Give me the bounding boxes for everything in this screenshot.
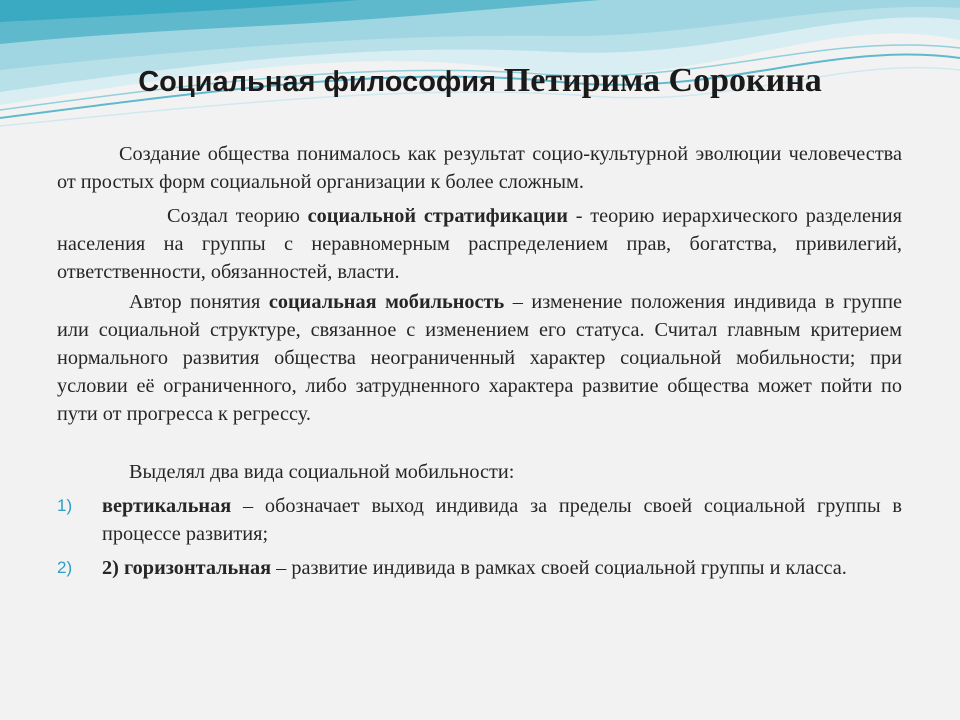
term-horizontal: 2) горизонтальная — [102, 557, 272, 579]
slide-body — [57, 140, 902, 588]
slide-title — [0, 62, 960, 100]
term-mobility: социальная мобильность — [268, 291, 505, 313]
list-number: 2) — [57, 558, 73, 577]
title-part-2: Петирима Сорокина — [503, 62, 822, 99]
term-stratification: социальной стратификации — [307, 205, 568, 227]
paragraph-mobility-types: Выделял два вида социальной мобильности: — [129, 461, 515, 483]
paragraph-stratification — [57, 202, 902, 286]
list-item-horizontal — [57, 554, 902, 582]
paragraph-text: Автор понятия — [129, 291, 269, 313]
list-item-vertical — [57, 492, 902, 548]
paragraph-mobility — [57, 288, 902, 428]
title-part-1: Социальная философия — [138, 66, 497, 98]
paragraph-society-evolution: Создание общества понималось как результат социо-культурной эволюции человечества от простых форм социальной организации к более сложным. — [57, 143, 902, 193]
paragraph-text: – изменение положения индивида в группе или социальной структуре, связанное с изменением его статуса. Считал главным критерием нормального развития общества неограниченный характер социальной мобильности; при условии её ограниченного, либо затрудненного характера развитие общества может пойти по пути от прогресса к регрессу. — [57, 291, 902, 425]
mobility-types-list — [57, 492, 902, 582]
list-item-text: – развитие индивида в рамках своей социальной группы и класса. — [271, 557, 847, 579]
paragraph-text: Создал теорию — [167, 205, 308, 227]
list-item-text: – обозначает выход индивида за пределы своей социальной группы в процессе развития; — [102, 495, 902, 545]
term-vertical: вертикальная — [102, 495, 232, 517]
paragraph-text: - теорию иерархического разделения населения на группы с неравномерным распределением прав, богатства, привилегий, ответственности, обязанностей, власти. — [57, 205, 902, 283]
list-number: 1) — [57, 496, 73, 515]
